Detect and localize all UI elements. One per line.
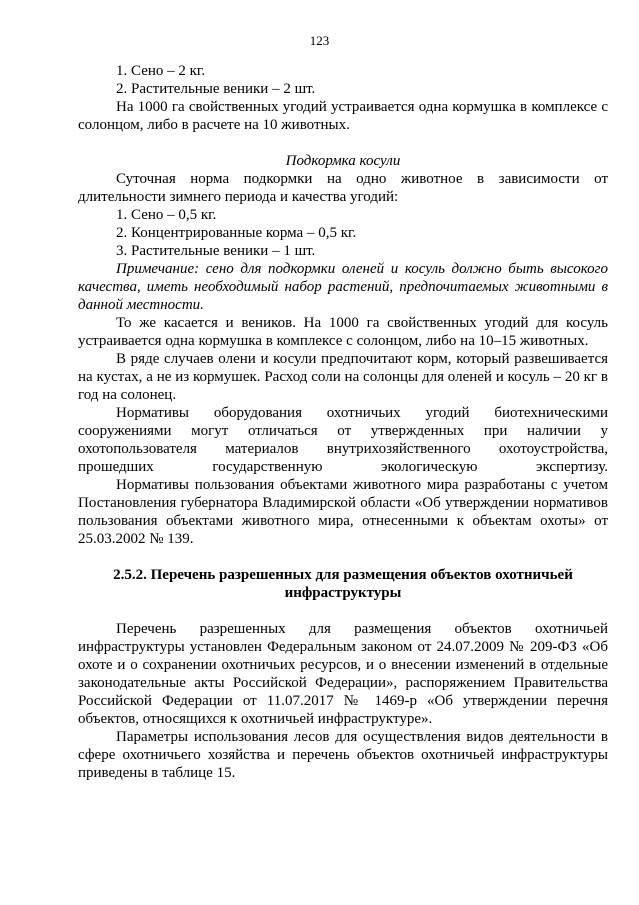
list-item-hay: 1. Сено – 2 кг. [116, 63, 206, 79]
page-number: 123 [309, 33, 330, 48]
paragraph-list-established: Перечень разрешенных для размещения объектов охотничьей инфраструктуры установлен Федеральным законом от 24.07.2009 № 209-ФЗ «Об охоте и о сохранении охотничьих ресурсов, и о внесении изменений в отдельные законодательные акты Российской Федерации», распоряжением Правительства Российской Федерации от 11.07.2017 № 1469-р «Об утверждении перечня объектов, относящихся к охотничьей инфраструктуре». [78, 621, 608, 727]
paragraph-roe-intro: Суточная норма подкормки на одно животное в зависимости от длительности зимнего периода и качества угодий: [78, 171, 608, 205]
paragraph-feeder-roe: То же касается и веников. На 1000 га свойственных угодий для косуль устраивается одна кормушка в комплексе с солонцом, либо на 10–15 животных. [78, 315, 608, 349]
paragraph-forest-use: Параметры использования лесов для осуществления видов деятельности в сфере охотничьего хозяйства и перечень объектов охотничьей инфраструктуры приведены в таблице 15. [78, 729, 608, 781]
list-item-brooms: 2. Растительные веники – 2 шт. [116, 81, 316, 97]
subheading-roe-feeding: Подкормка косули [285, 153, 401, 169]
list-item-roe-brooms: 3. Растительные веники – 1 шт. [116, 243, 316, 259]
paragraph-feeder-deer: На 1000 га свойственных угодий устраивается одна кормушка в комплексе с солонцом, либо в расчете на 10 животных. [78, 99, 608, 133]
section-heading: 2.5.2. Перечень разрешенных для размещения объектов охотничьей инфраструктуры [113, 567, 573, 601]
paragraph-norms-equipment: Нормативы оборудования охотничьих угодий биотехническими сооружениями могут отличаться от утвержденных при наличии у охотопользователя материалов внутрихозяйственного охотоустройства, прошедших государственную экологическую экспертизу. [78, 405, 608, 475]
paragraph-norms-use: Нормативы пользования объектами животного мира разработаны с учетом Постановления губернатора Владимирской области «Об утверждении нормативов пользования объектами животного мира, отнесенными к объектам охоты» от 25.03.2002 № 139. [78, 477, 608, 547]
list-item-roe-hay: 1. Сено – 0,5 кг. [116, 207, 217, 223]
list-item-roe-concentrates: 2. Концентрированные корма – 0,5 кг. [116, 225, 357, 241]
paragraph-salt: В ряде случаев олени и косули предпочитают корм, который развешивается на кустах, а не из кормушек. Расход соли на солонцы для оленей и косуль – 20 кг в год на солонец. [78, 351, 608, 403]
note-paragraph: Примечание: сено для подкормки оленей и косуль должно быть высокого качества, иметь необходимый набор растений, предпочитаемых животными в данной местности. [78, 261, 608, 313]
